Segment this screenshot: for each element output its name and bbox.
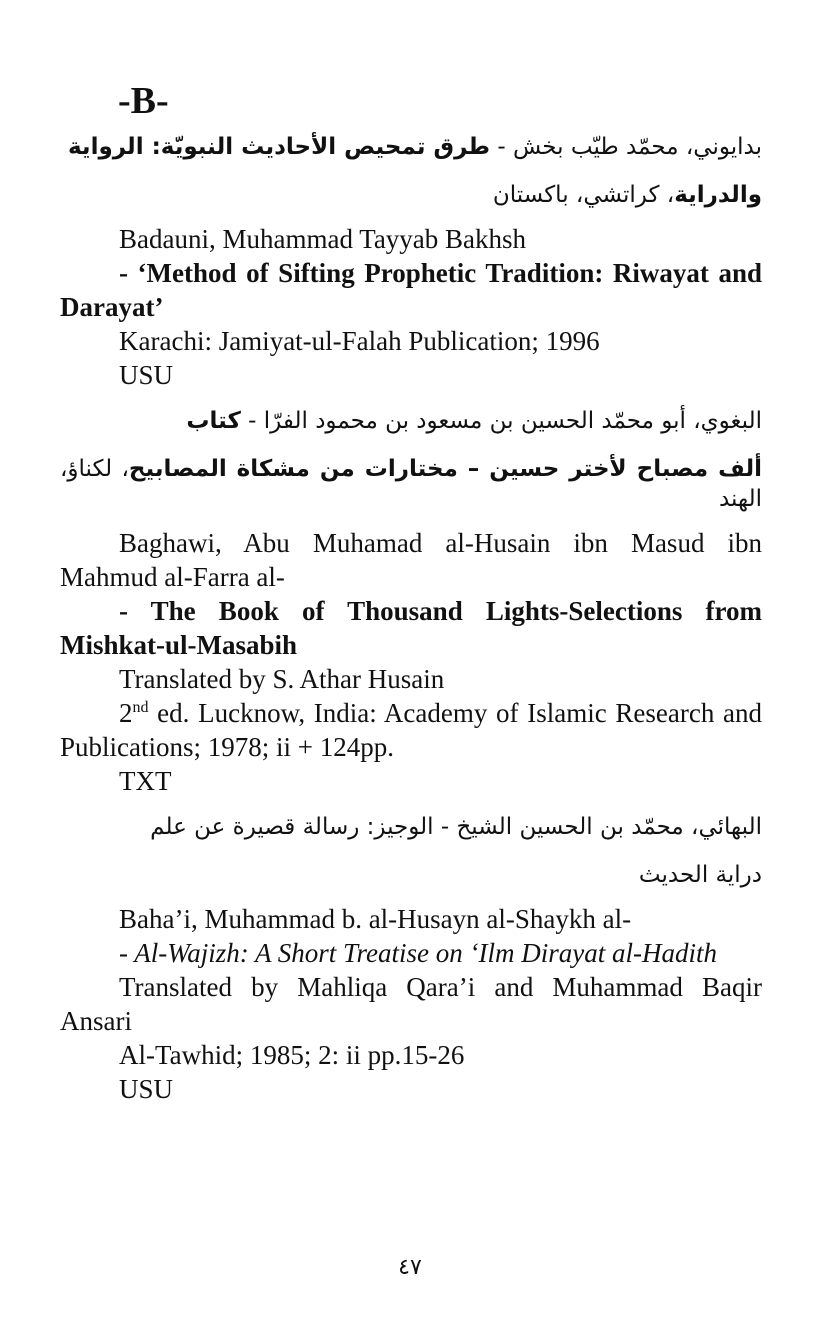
arabic-author-text: البهائي، محمّد بن الحسين الشيخ - الوجيز: رسالة قصيرة عن علم (150, 814, 762, 840)
arabic-title-text: دراية الحديث (638, 862, 762, 888)
arabic-citation-line (60, 180, 762, 210)
entry-publication: Karachi: Jamiyat-ul-Falah Publication; 1996 (119, 326, 600, 356)
english-citation (60, 902, 762, 1106)
page-number: ٤٧ (398, 1255, 422, 1280)
entry-location: USU (119, 1074, 174, 1104)
edition-number: 2 (119, 698, 133, 728)
entry-title: - ‘Method of Sifting Prophetic Tradition: Riwayat and Darayat’ (60, 258, 762, 322)
english-citation (60, 526, 762, 798)
arabic-author-text: بدايوني، محمّد طيّب بخش - (490, 134, 762, 160)
arabic-citation-line (60, 454, 762, 514)
entry-translator: Translated by Mahliqa Qara’i and Muhammad Baqir Ansari (60, 972, 762, 1036)
arabic-place-text: ، كراتشي، باكستان (492, 182, 675, 208)
edition-ordinal-suffix: nd (132, 699, 149, 716)
bibliography-entry (60, 406, 762, 798)
publication-details: ed. Lucknow, India: Academy of Islamic Research and Publications; 1978; ii + 124pp. (60, 698, 762, 762)
bibliography-entry (60, 128, 762, 392)
bibliography-entries (60, 128, 762, 1106)
arabic-title-text: ألف مصباح لأختر حسين – مختارات من مشكاة المصابيح (128, 456, 762, 482)
entry-author: Badauni, Muhammad Tayyab Bakhsh (119, 224, 527, 254)
arabic-citation-line (60, 860, 762, 890)
entry-publication (60, 696, 762, 764)
arabic-title-text: والدراية (674, 182, 762, 208)
arabic-citation-line (60, 812, 762, 842)
section-letter-heading: -B- (118, 80, 169, 122)
arabic-author-text: البغوي، أبو محمّد الحسين بن مسعود بن محمود الفرّا - (240, 408, 762, 434)
english-citation (60, 222, 762, 392)
arabic-place-text: ، لكناؤ، الهند (60, 456, 762, 512)
entry-author: Baha’i, Muhammad b. al-Husayn al-Shaykh al- (119, 904, 632, 934)
entry-title: - Al-Wajizh: A Short Treatise on ‘Ilm Dirayat al-Hadith (119, 938, 718, 968)
entry-location: TXT (119, 766, 172, 796)
bibliography-entry (60, 812, 762, 1106)
entry-author: Baghawi, Abu Muhamad al-Husain ibn Masud ibn Mahmud al-Farra al- (60, 528, 762, 592)
arabic-title-text: كتاب (186, 408, 241, 434)
arabic-citation-line (60, 406, 762, 436)
entry-translator: Translated by S. Athar Husain (119, 664, 445, 694)
entry-location: USU (119, 360, 174, 390)
arabic-citation-line (60, 128, 762, 162)
entry-publication: Al-Tawhid; 1985; 2: ii pp.15-26 (119, 1040, 465, 1070)
entry-title: - The Book of Thousand Lights-Selections from Mishkat-ul-Masabih (60, 596, 762, 660)
arabic-title-text: طرق تمحيص الأحاديث النبويّة: الرواية (67, 134, 491, 160)
